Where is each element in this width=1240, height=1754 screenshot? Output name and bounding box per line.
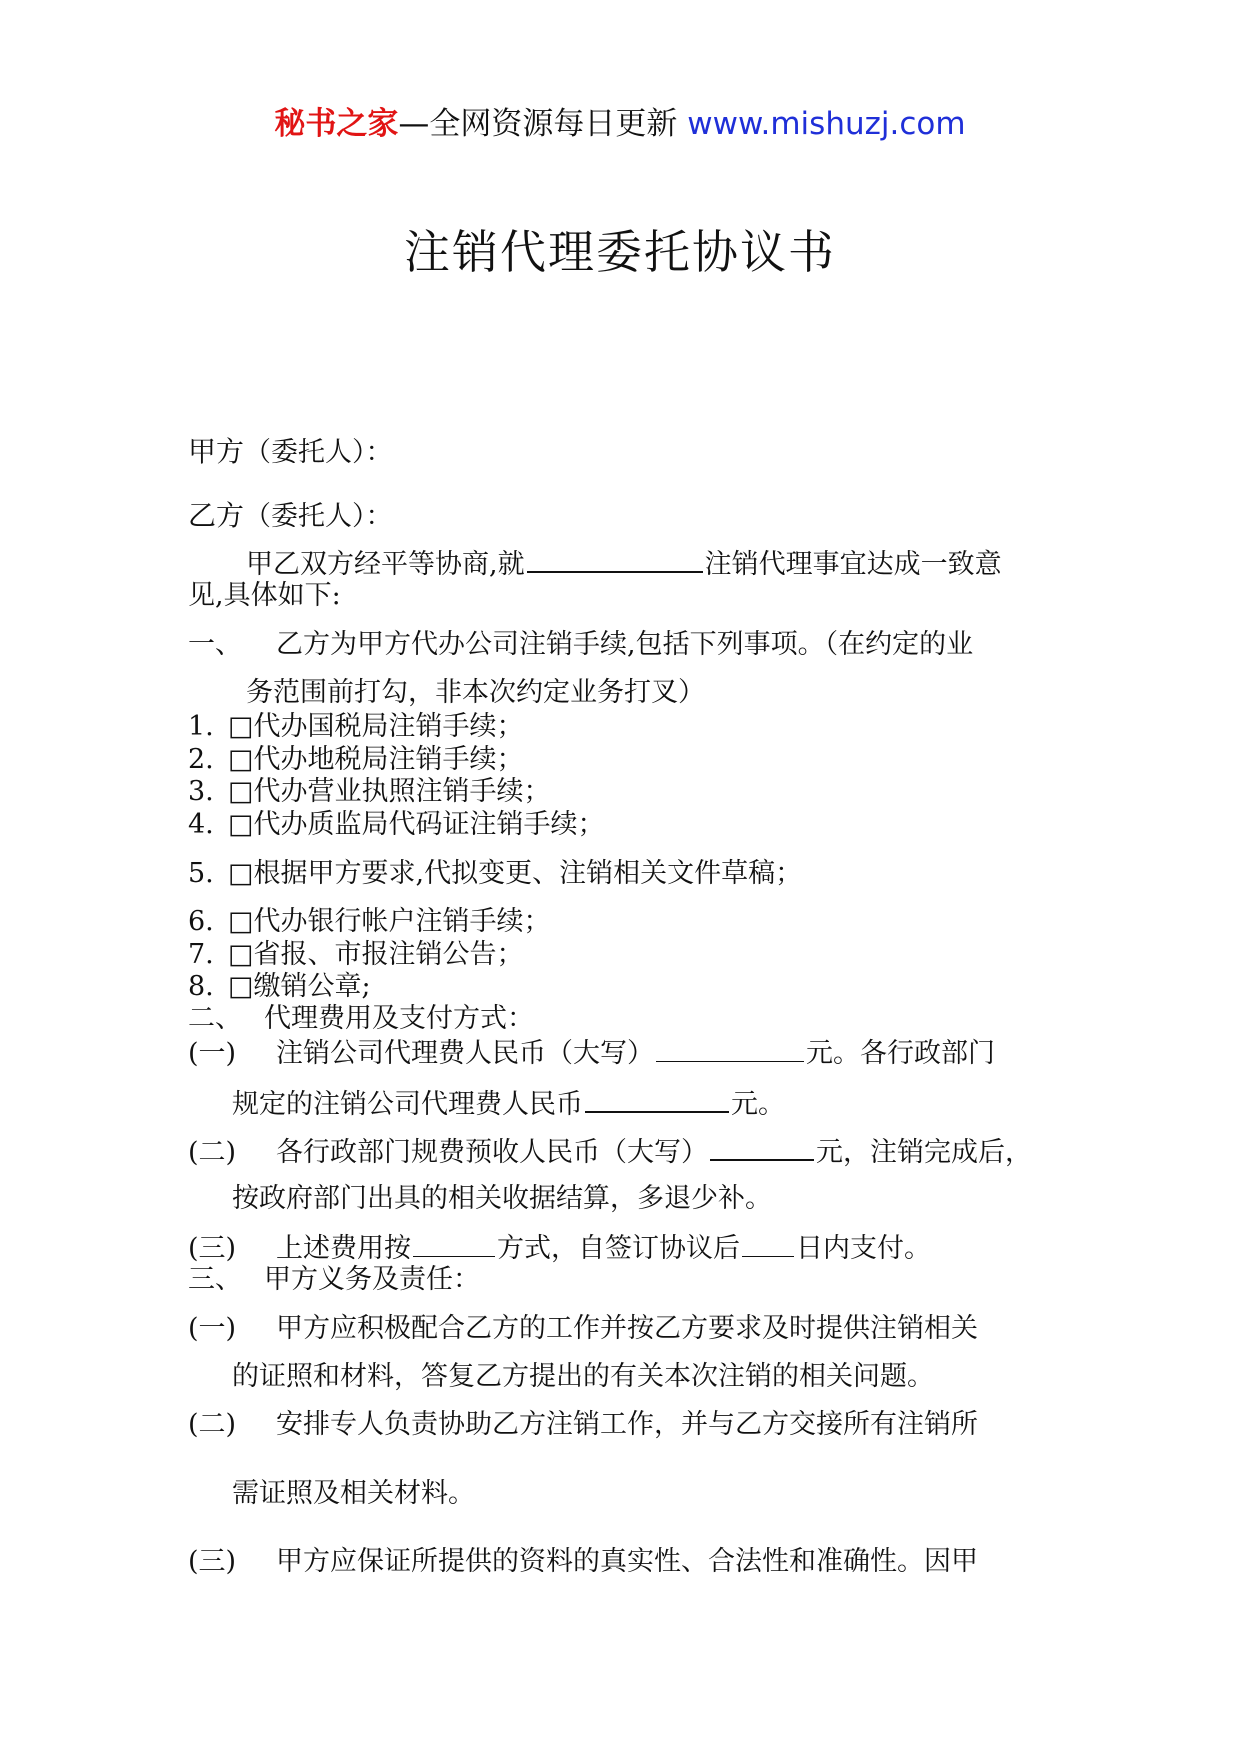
official-fee-blank: [585, 1083, 729, 1113]
party-b-line: [188, 496, 393, 537]
party-a-label: 甲方: [188, 435, 245, 468]
section-3-para-2-line-2: 需证照及相关材料。: [232, 1478, 475, 1509]
site-banner: [0, 104, 1240, 144]
document-title: 注销代理委托协议书: [404, 225, 836, 279]
list-item-8: 8. □缴销公章;: [188, 971, 371, 1002]
section-3-heading: 三、 甲方义务及责任：: [188, 1264, 480, 1295]
section-3-para-2: (二) 安排专人负责协助乙方注销工作，并与乙方交接所有注销所: [188, 1409, 978, 1440]
section-3-para-3: (三) 甲方应保证所提供的资料的真实性、合法性和准确性。因甲: [188, 1546, 978, 1577]
party-b-role: （委托人）：: [244, 501, 393, 532]
checkbox-icon[interactable]: □: [228, 906, 254, 937]
party-a-line: [188, 432, 393, 473]
checkbox-icon[interactable]: □: [228, 809, 254, 840]
party-a-role: （委托人）：: [244, 437, 393, 468]
section-2-para-1: (一) 注销公司代理费人民币（大写） 元。各行政部门: [188, 1033, 995, 1073]
intro-line-2: 见,具体如下:: [188, 580, 341, 611]
list-item-7: 7. □省报、市报注销公告；: [188, 939, 524, 970]
list-item-4: 4. □代办质监局代码证注销手续；: [188, 809, 605, 840]
banner-url-link[interactable]: www.mishuzj.com: [687, 106, 966, 142]
party-b-label: 乙方: [188, 499, 245, 532]
payment-method-blank: [413, 1228, 495, 1257]
checkbox-icon[interactable]: □: [228, 939, 254, 970]
prepaid-fee-blank: [710, 1131, 814, 1161]
section-2-para-1-line-2: 规定的注销公司代理费人民币 元。: [232, 1083, 785, 1124]
section-2-para-2: (二) 各行政部门规费预收人民币（大写） 元，注销完成后，: [188, 1131, 1032, 1172]
checkbox-icon[interactable]: □: [228, 776, 254, 807]
section-3-para-1: (一) 甲方应积极配合乙方的工作并按乙方要求及时提供注销相关: [188, 1313, 978, 1344]
section-1-heading: 一、 乙方为甲方代办公司注销手续,包括下列事项。（在约定的业: [188, 629, 974, 660]
banner-brand: 秘书之家: [274, 106, 399, 142]
section-1-heading-line-2: 务范围前打勾，非本次约定业务打叉）: [246, 677, 705, 708]
fee-amount-blank: [656, 1033, 804, 1062]
checkbox-icon[interactable]: □: [228, 971, 254, 1002]
banner-slogan: —全网资源每日更新: [398, 106, 688, 142]
checkbox-icon[interactable]: □: [228, 711, 254, 742]
checkbox-icon[interactable]: □: [228, 858, 254, 889]
section-3-para-1-line-2: 的证照和材料，答复乙方提出的有关本次注销的相关问题。: [232, 1361, 934, 1392]
list-item-5: 5. □根据甲方要求,代拟变更、注销相关文件草稿；: [188, 858, 803, 889]
list-item-6: 6. □代办银行帐户注销手续；: [188, 906, 551, 937]
list-item-1: 1. □代办国税局注销手续；: [188, 711, 524, 742]
section-2-para-3: (三) 上述费用按 方式，自签订协议后 日内支付。: [188, 1228, 931, 1268]
subject-blank: [527, 543, 703, 573]
intro-line-1: 甲乙双方经平等协商,就 注销代理事宜达成一致意: [246, 543, 1002, 584]
list-item-2: 2. □代办地税局注销手续；: [188, 744, 524, 775]
payment-days-blank: [742, 1228, 794, 1257]
list-item-3: 3. □代办营业执照注销手续；: [188, 776, 551, 807]
section-2-heading: 二、 代理费用及支付方式：: [188, 1003, 534, 1034]
checkbox-icon[interactable]: □: [228, 744, 254, 775]
section-2-para-2-line-2: 按政府部门出具的相关收据结算，多退少补。: [232, 1183, 772, 1214]
